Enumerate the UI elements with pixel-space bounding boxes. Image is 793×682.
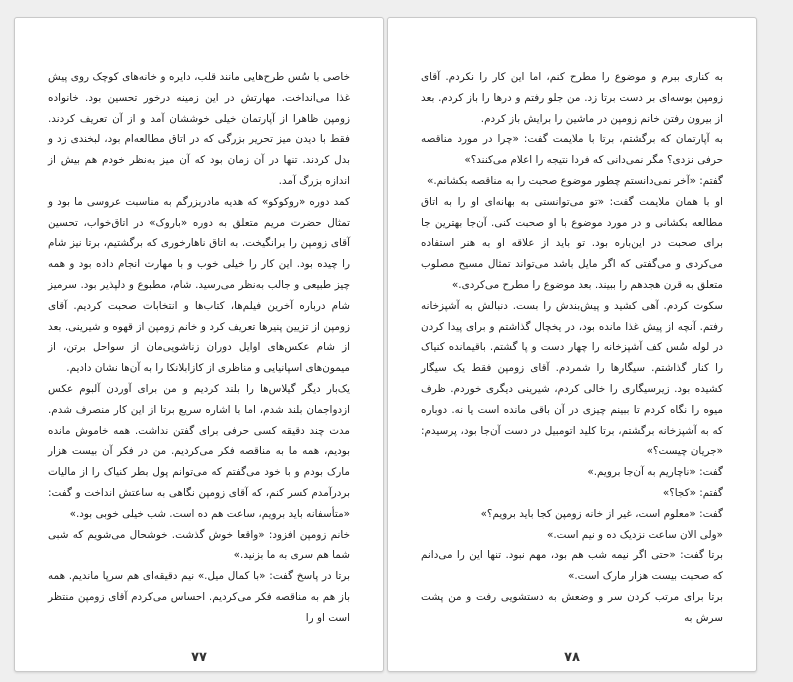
paragraph: یک‌بار دیگر گیلاس‌ها را بلند کردیم و من برای آوردن آلبوم عکس ازدواجمان بلند شدم، اما با اشاره سریع برتا از این کار منصرف شدم. مدت چند دقیقه کسی حرفی برای گفتن نداشت. همه خاموش مانده بودیم، همه ما به مناقصه فکر می‌کردیم. من در فکر آن بیست هزار مارک بودم و با خود می‌گفتم که می‌توانم پول بطر کنیاک را از مالیات بردرآمدم کسر کنم، که آقای زومپن نگاهی به ساعتش انداخت و گفت: «متأسفانه باید برویم، ساعت هم ده است. شب خیلی خوبی بود.» [48,382,350,520]
page-number: ۷۸ [564,650,580,665]
paragraph: کمد دوره «روکوکو» که هدیه مادربزرگم به مناسبت عروسی ما بود و تمثال حضرت مریم متعلق به دوره «باروک» در اتاق‌خواب، تحسین آقای زومپن را برانگیخت. به اتاق ناهارخوری که برگشتیم، برتا نیز شام را چیده بود. این کار را خیلی خوب و با مهارت انجام داده بود و همه چیز طبیعی و جالب به‌نظر می‌رسید. شام، مطبوع و دلپذیر بود. سرمیز شام درباره آخرین فیلم‌ها، کتاب‌ها و انتخابات صحبت کردیم. آقای زومپن از تزیین پنیرها تعریف کرد و خانم زومپن از قهوه و شیرینی. بعد از شام عکس‌های اوایل دوران زناشویی‌مان از سواحل برتن، از میمون‌های اسپانیایی و مناظری از کازابلانکا را به آن‌ها نشان دادیم. [48,195,350,375]
paragraph: خاصی با سُس طرح‌هایی مانند قلب، دایره و خانه‌های کوچک روی پیش غذا می‌انداخت. مهارتش در این زمینه درخور تحسین بود. خانواده زومپن ظاهرا از آپارتمان خیلی خوششان آمد و از آن تعریف کردند. فقط با دیدن میز تحریر بزرگی که در اتاق مطالعه‌ام بود، لبخندی زد و بدل کردند. تنها در آن زمان بود که آن میز به‌نظر خودم هم بیش از اندازه بزرگ آمد. [48,71,350,187]
paragraph: برتا گفت: «حتی اگر نیمه شب هم بود، مهم نبود. تنها این را می‌دانم که صحبت بیست هزار مارک است.» [421,549,723,583]
paragraph: خانم زومپن افزود: «واقعا خوش گذشت. خوشحال می‌شویم که شبی شما هم سری به ما بزنید.» [48,528,350,562]
paragraph: سکوت کردم. آهی کشید و پیش‌بندش را بست. دنبالش به آشپزخانه رفتم. آنچه از پیش غذا مانده بود، در یخچال گذاشتم و برای پیدا کردن در لوله سُس کف آشپزخانه را چهار دست و پا گشتم. باقیمانده کنیاک را کنار گذاشتم. سیگارها را شمردم. آقای زومپن فقط یک سیگار کشیده بود. زیرسیگاری را خالی کردم، شیرینی دیگری خوردم. ظرف میوه را نگاه کردم تا ببینم چیزی در آن باقی مانده است یا نه. دوباره که به آشپزخانه برگشتم، برتا کلید اتومبیل در دست آن‌جا بود، پرسیدم: «جریان چیست؟» [421,299,723,458]
paragraph: به آپارتمان که برگشتم، برتا با ملایمت گفت: «چرا در مورد مناقصه حرفی نزدی؟ مگر نمی‌دانی که فردا نتیجه را اعلام می‌کنند؟» [421,133,723,167]
page-text [48,67,350,629]
paragraph: گفت: «معلوم است، غیر از خانه زومپن کجا باید برویم؟» [480,507,723,520]
book-page-right [387,17,757,672]
page-text [421,67,723,629]
paragraph: گفتم: «کجا؟» [662,486,723,499]
book-page-left [14,17,384,672]
paragraph: «ولی الان ساعت نزدیک ده و نیم است.» [547,528,723,541]
paragraph: به کناری ببرم و موضوع را مطرح کنم، اما این کار را نکردم. آقای زومپن بوسه‌ای بر دست برتا زد. من جلو رفتم و درها را باز کردم. بعد از بیرون رفتن خانم زومپن در ماشین را برایش باز کردم. [421,71,723,125]
paragraph: گفت: «ناچاریم به آن‌جا برویم.» [587,466,723,479]
page-number: ۷۷ [191,650,207,665]
paragraph: برتا در پاسخ گفت: «با کمال میل.» نیم دقیقه‌ای هم سرپا ماندیم. همه باز هم به مناقصه فکر می‌کردیم. احساس می‌کردم آقای زومپن منتظر است او را [48,570,350,624]
paragraph: گفتم: «آخر نمی‌دانستم چطور موضوع صحبت را به مناقصه بکشانم.» [426,174,723,187]
paragraph: برتا برای مرتب کردن سر و وضعش به دستشویی رفت و من پشت سرش به [421,590,723,624]
paragraph: او با همان ملایمت گفت: «تو می‌توانستی به بهانه‌ای او را به اتاق مطالعه بکشانی و در مورد موضوع با او صحبت کنی. آن‌جا بهترین جا برای صحبت در این‌باره بود. تو باید از علاقه او به هنر استفاده می‌کردی و می‌گفتی که اگر مایل باشد می‌تواند تمثال مسیح مصلوب متعلق به قرن هجدهم را ببیند. بعد موضوع را مطرح می‌کردی.» [421,195,723,291]
